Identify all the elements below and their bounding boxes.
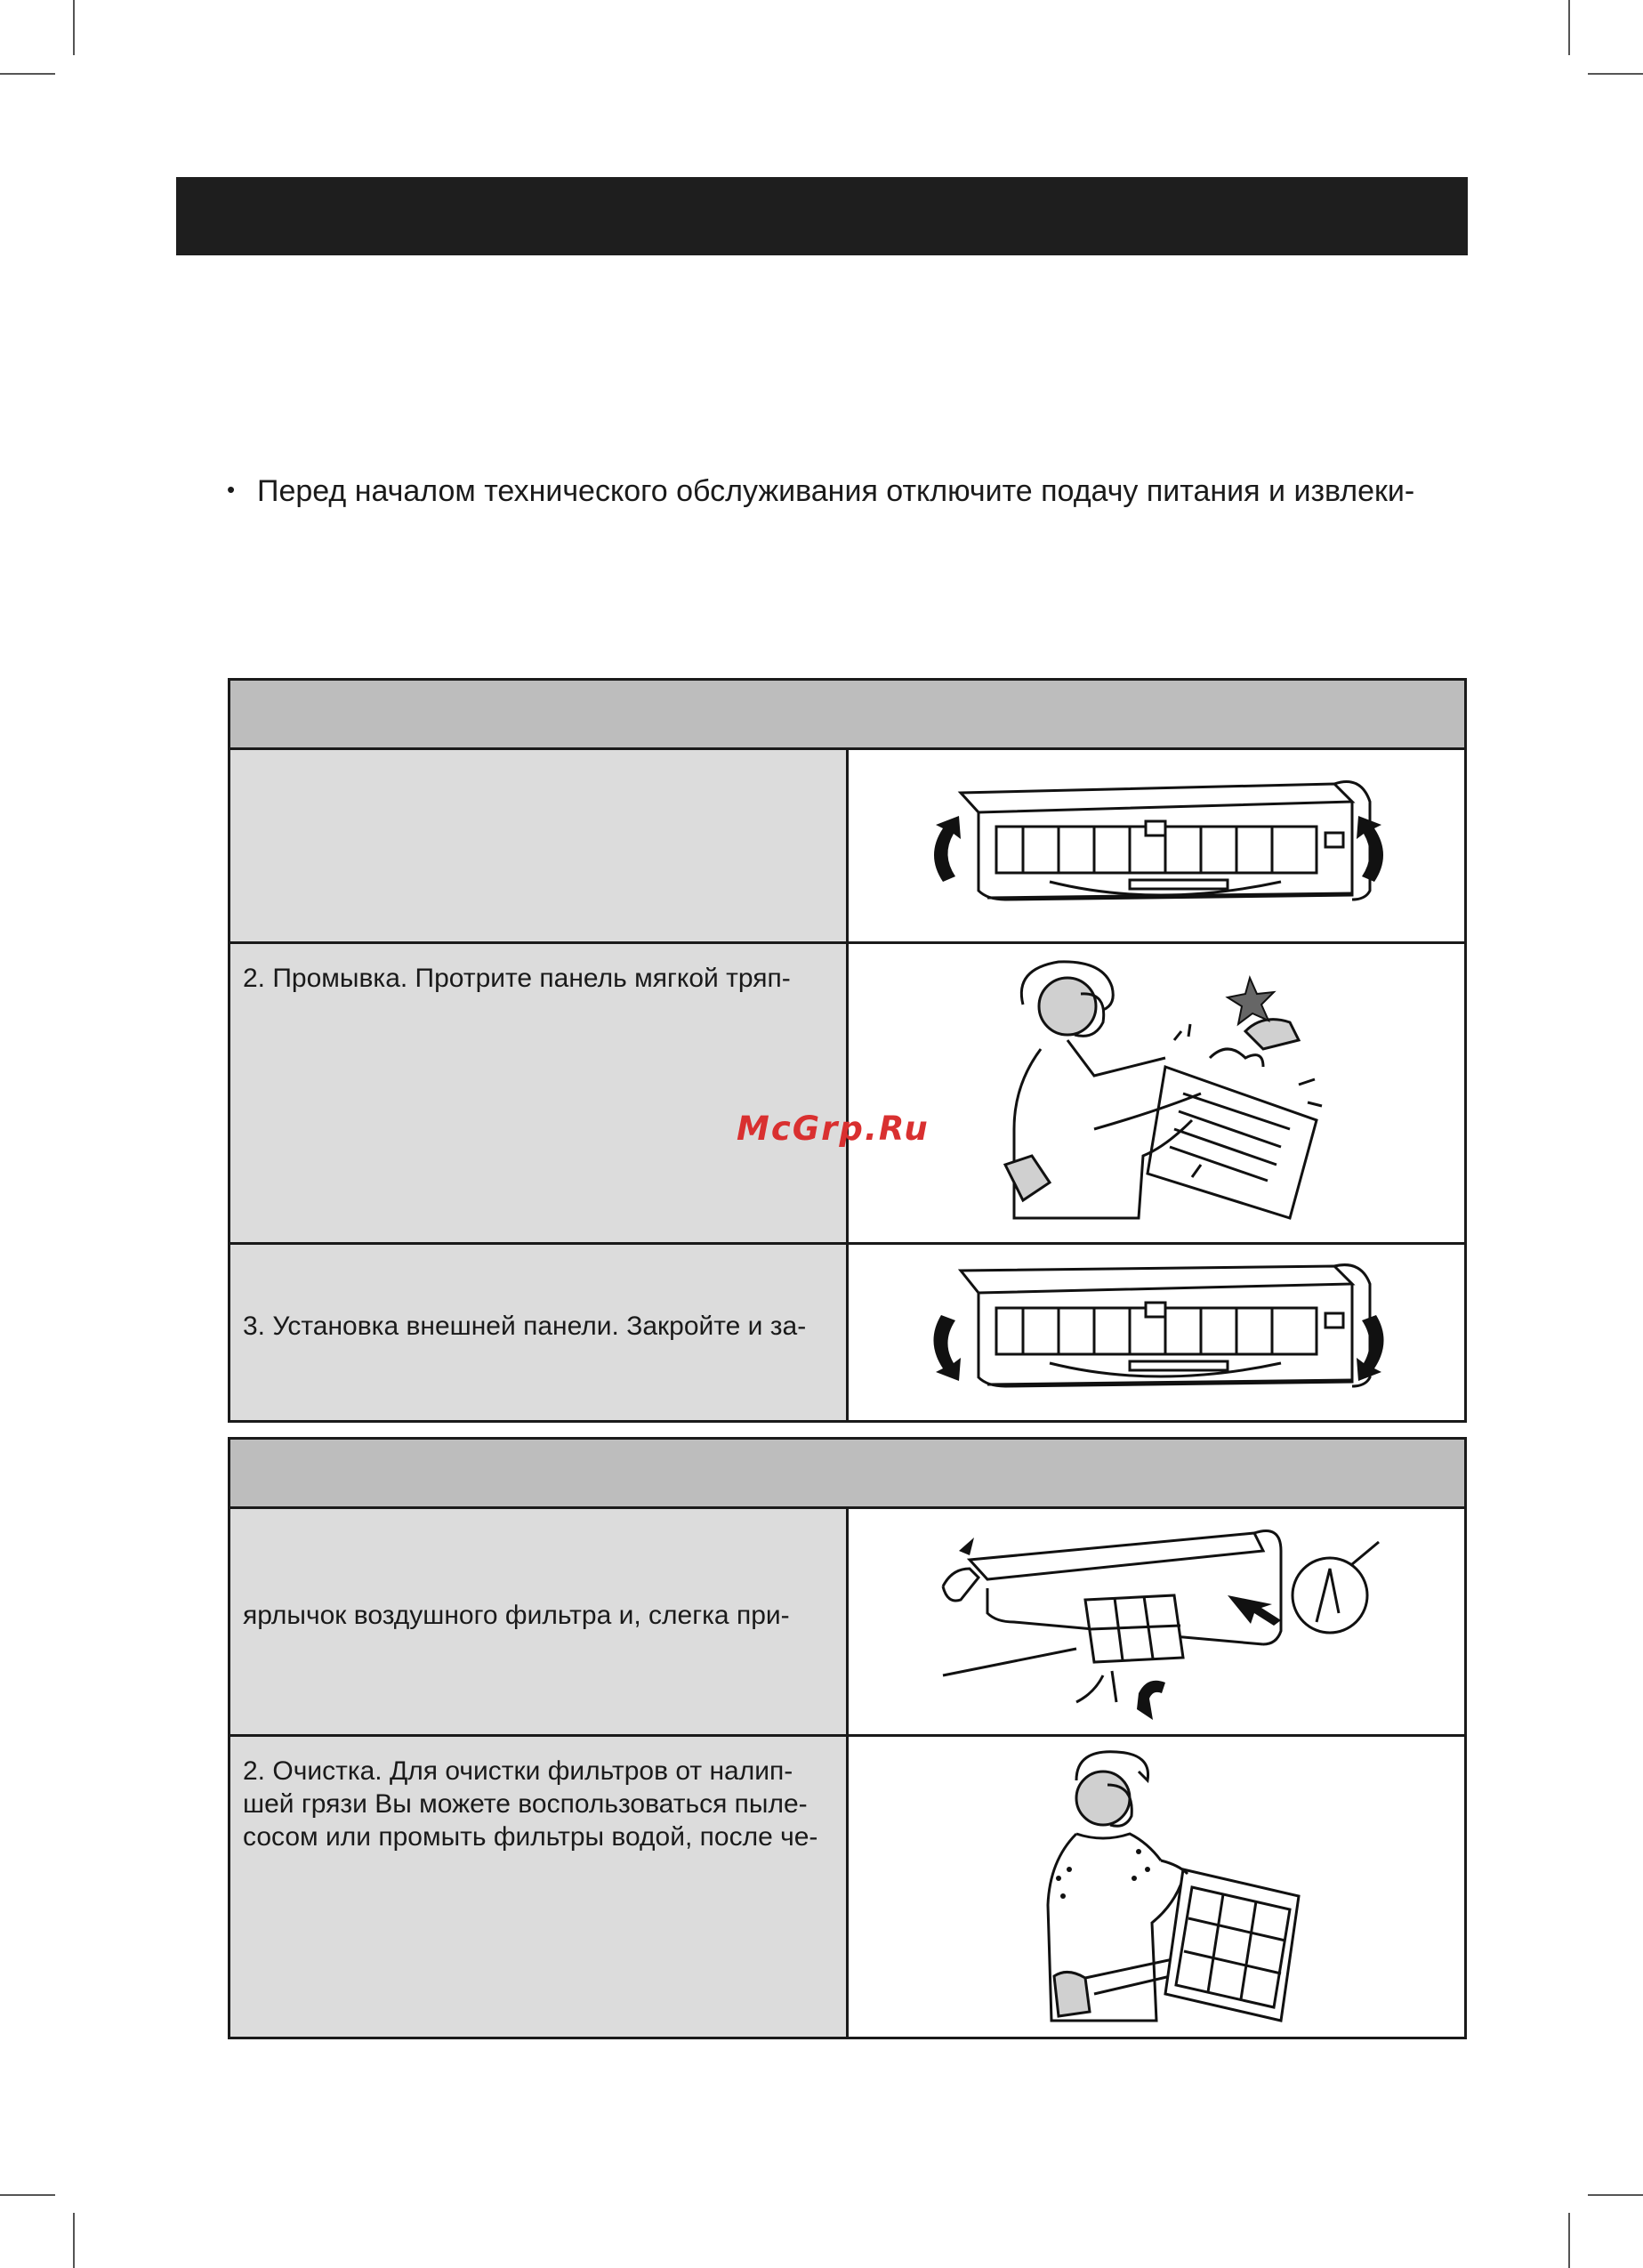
filter-step-2-text bbox=[230, 1736, 848, 2038]
filter-step-2-image bbox=[848, 1736, 1466, 2038]
panel-step-2-line: 2. Промывка. Протрите панель мягкой тряп- bbox=[243, 964, 791, 993]
filter-removal-icon bbox=[925, 1515, 1388, 1729]
panel-step-3-image bbox=[848, 1244, 1466, 1422]
crop-mark bbox=[1588, 2194, 1643, 2196]
ac-unit-panel-close-icon bbox=[907, 1253, 1405, 1413]
panel-step-1-image bbox=[848, 749, 1466, 943]
filter-step-1-image bbox=[848, 1508, 1466, 1736]
crop-mark bbox=[73, 2213, 75, 2268]
woman-vacuuming-filter-icon bbox=[970, 1745, 1343, 2030]
filter-step-2-line-1: 2. Очистка. Для очистки фильтров от налип- bbox=[243, 1756, 793, 1786]
crop-mark bbox=[1568, 0, 1570, 55]
panel-step-2-image bbox=[848, 943, 1466, 1244]
panel-section-header bbox=[230, 680, 1466, 749]
filter-step-1-text bbox=[230, 1508, 848, 1736]
crop-mark bbox=[1568, 2213, 1570, 2268]
crop-mark bbox=[73, 0, 75, 55]
panel-step-1-text bbox=[230, 749, 848, 943]
bullet-icon: • bbox=[227, 476, 236, 503]
intro-text: Перед началом технического обслуживания отключите подачу питания и извлеки- bbox=[257, 474, 1415, 508]
intro-paragraph bbox=[227, 470, 1490, 511]
crop-mark bbox=[0, 2194, 55, 2196]
crop-mark bbox=[1588, 73, 1643, 75]
filter-section-header bbox=[230, 1439, 1466, 1508]
panel-care-table bbox=[228, 678, 1467, 1423]
filter-step-2-line-3: сосом или промыть фильтры водой, после че- bbox=[243, 1822, 818, 1852]
panel-step-2-text bbox=[230, 943, 848, 1244]
ac-unit-panel-open-icon bbox=[907, 766, 1405, 926]
woman-washing-panel-icon bbox=[961, 951, 1352, 1236]
filter-step-1-line: ярлычок воздушного фильтра и, слегка при- bbox=[243, 1601, 790, 1630]
page-header-bar bbox=[176, 177, 1468, 255]
panel-step-3-text bbox=[230, 1244, 848, 1422]
crop-mark bbox=[0, 73, 55, 75]
filter-care-table bbox=[228, 1437, 1467, 2039]
panel-step-3-line: 3. Установка внешней панели. Закройте и за- bbox=[243, 1312, 807, 1341]
watermark-text: McGrp.Ru bbox=[737, 1110, 930, 1148]
filter-step-2-line-2: шей грязи Вы можете воспользоваться пыле- bbox=[243, 1789, 808, 1819]
